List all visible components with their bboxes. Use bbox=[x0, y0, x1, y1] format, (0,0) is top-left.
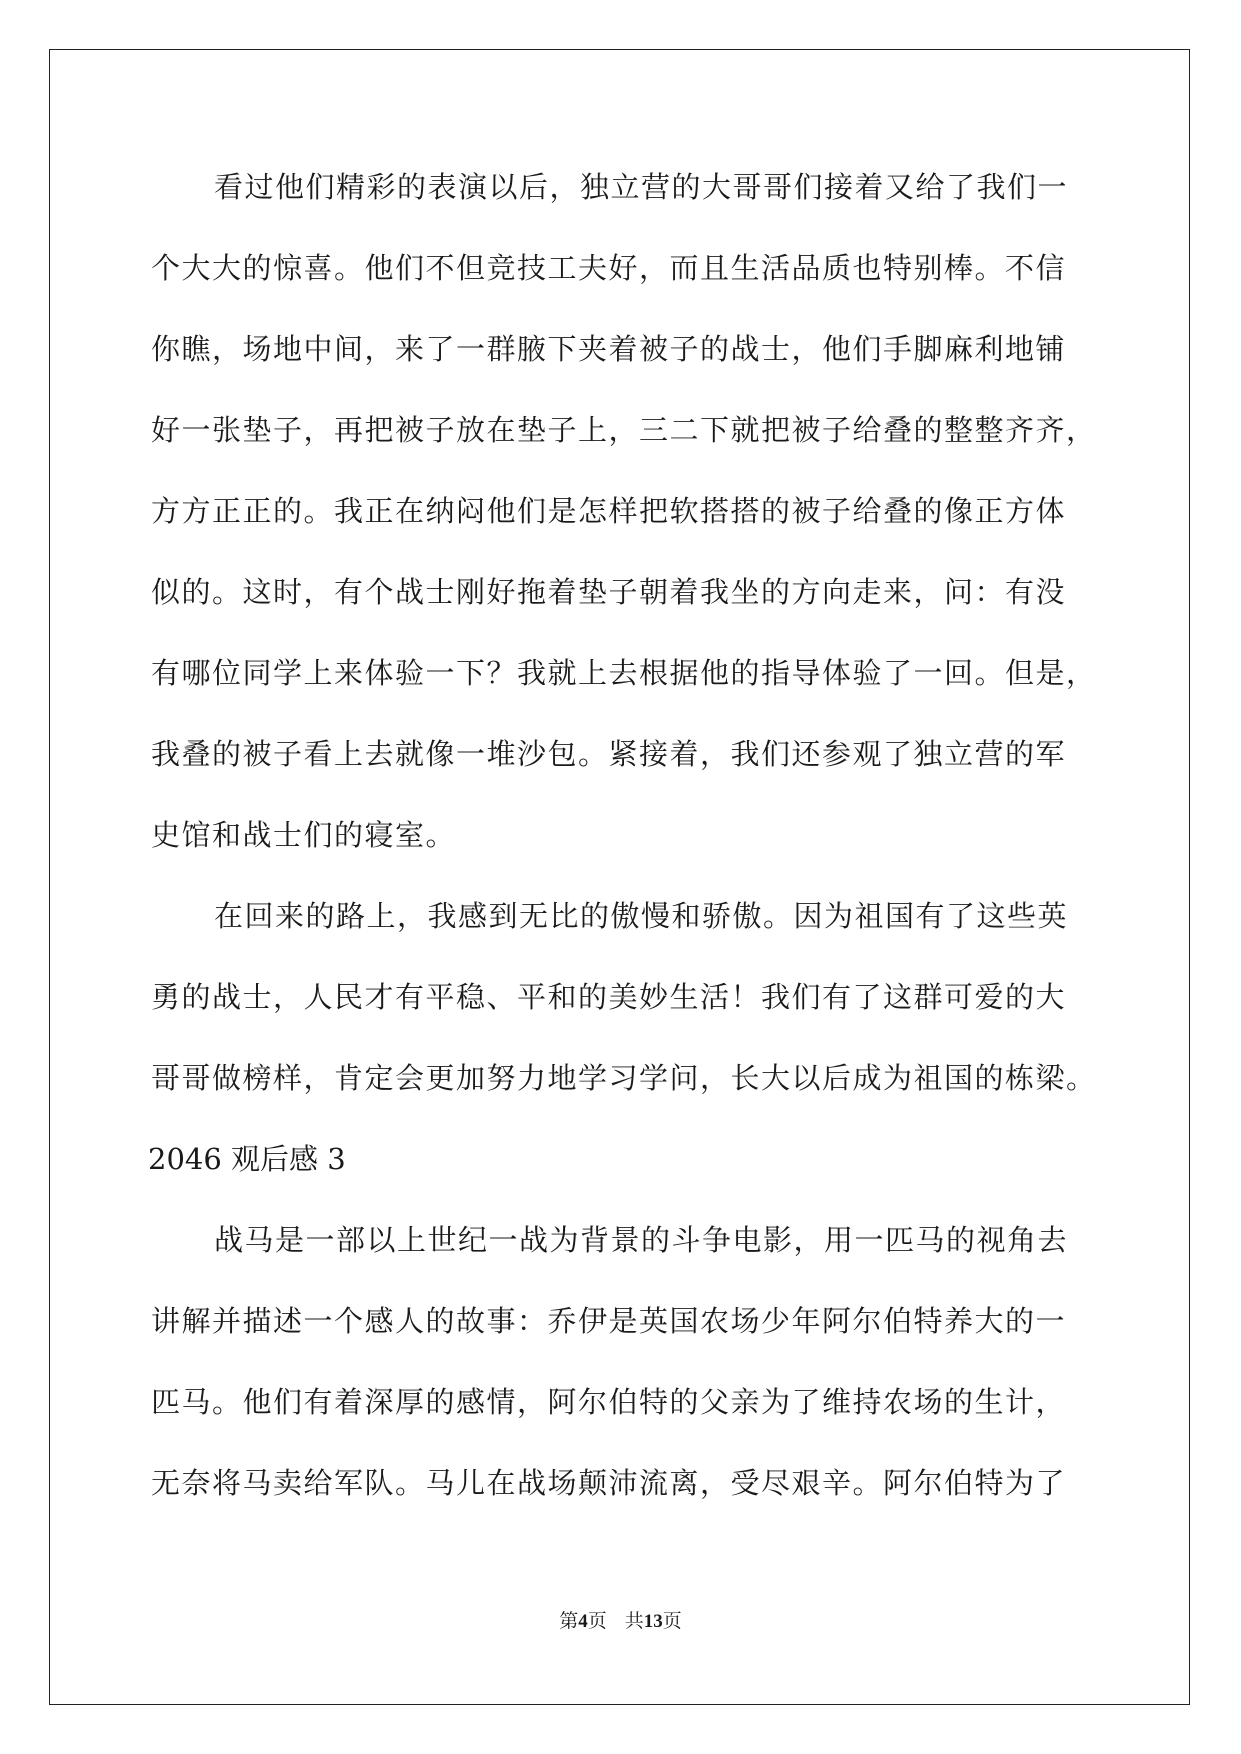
paragraph-1-line-5: 方方正正的。我正在纳闷他们是怎样把软搭搭的被子给叠的像正方体 bbox=[151, 494, 1067, 528]
paragraph-1-line-1: 看过他们精彩的表演以后，独立营的大哥哥们接着又给了我们一 bbox=[214, 170, 1069, 204]
paragraph-1-line-6: 似的。这时，有个战士刚好拖着垫子朝着我坐的方向走来，问：有没 bbox=[151, 575, 1067, 609]
footer-page-total: 13 bbox=[643, 1611, 663, 1632]
paragraph-1-line-2: 个大大的惊喜。他们不但竞技工夫好，而且生活品质也特别棒。不信 bbox=[151, 251, 1067, 285]
page-border bbox=[49, 49, 1190, 1705]
paragraph-2-line-1: 在回来的路上，我感到无比的傲慢和骄傲。因为祖国有了这些英 bbox=[214, 899, 1069, 933]
paragraph-1-line-3: 你瞧，场地中间，来了一群腋下夹着被子的战士，他们手脚麻利地铺 bbox=[151, 332, 1067, 366]
footer-total-prefix: 共 bbox=[624, 1611, 644, 1632]
paragraph-2-line-3: 哥哥做榜样，肯定会更加努力地学习学问，长大以后成为祖国的栋梁。 bbox=[151, 1061, 1097, 1095]
footer-page-prefix: 第 bbox=[559, 1611, 579, 1632]
footer-total-suffix: 页 bbox=[662, 1611, 682, 1632]
section-heading: 2046 观后感 3 bbox=[148, 1142, 346, 1176]
paragraph-3-line-1: 战马是一部以上世纪一战为背景的斗争电影，用一匹马的视角去 bbox=[214, 1223, 1069, 1257]
paragraph-1-line-7: 有哪位同学上来体验一下？我就上去根据他的指导体验了一回。但是， bbox=[151, 656, 1097, 690]
paragraph-2-line-2: 勇的战士，人民才有平稳、平和的美妙生活！我们有了这群可爱的大 bbox=[151, 980, 1067, 1014]
paragraph-3-line-2: 讲解并描述一个感人的故事：乔伊是英国农场少年阿尔伯特养大的一 bbox=[151, 1304, 1067, 1338]
page-footer bbox=[0, 1610, 1241, 1634]
paragraph-1-line-8: 我叠的被子看上去就像一堆沙包。紧接着，我们还参观了独立营的军 bbox=[151, 737, 1067, 771]
paragraph-3-line-4: 无奈将马卖给军队。马儿在战场颠沛流离，受尽艰辛。阿尔伯特为了 bbox=[151, 1466, 1067, 1500]
footer-page-mid: 页 bbox=[587, 1611, 607, 1632]
footer-page-current: 4 bbox=[578, 1611, 588, 1632]
paragraph-1-line-4: 好一张垫子，再把被子放在垫子上，三二下就把被子给叠的整整齐齐， bbox=[151, 413, 1097, 447]
paragraph-1-line-9: 史馆和战士们的寝室。 bbox=[151, 818, 457, 852]
paragraph-3-line-3: 匹马。他们有着深厚的感情，阿尔伯特的父亲为了维持农场的生计， bbox=[151, 1385, 1067, 1419]
